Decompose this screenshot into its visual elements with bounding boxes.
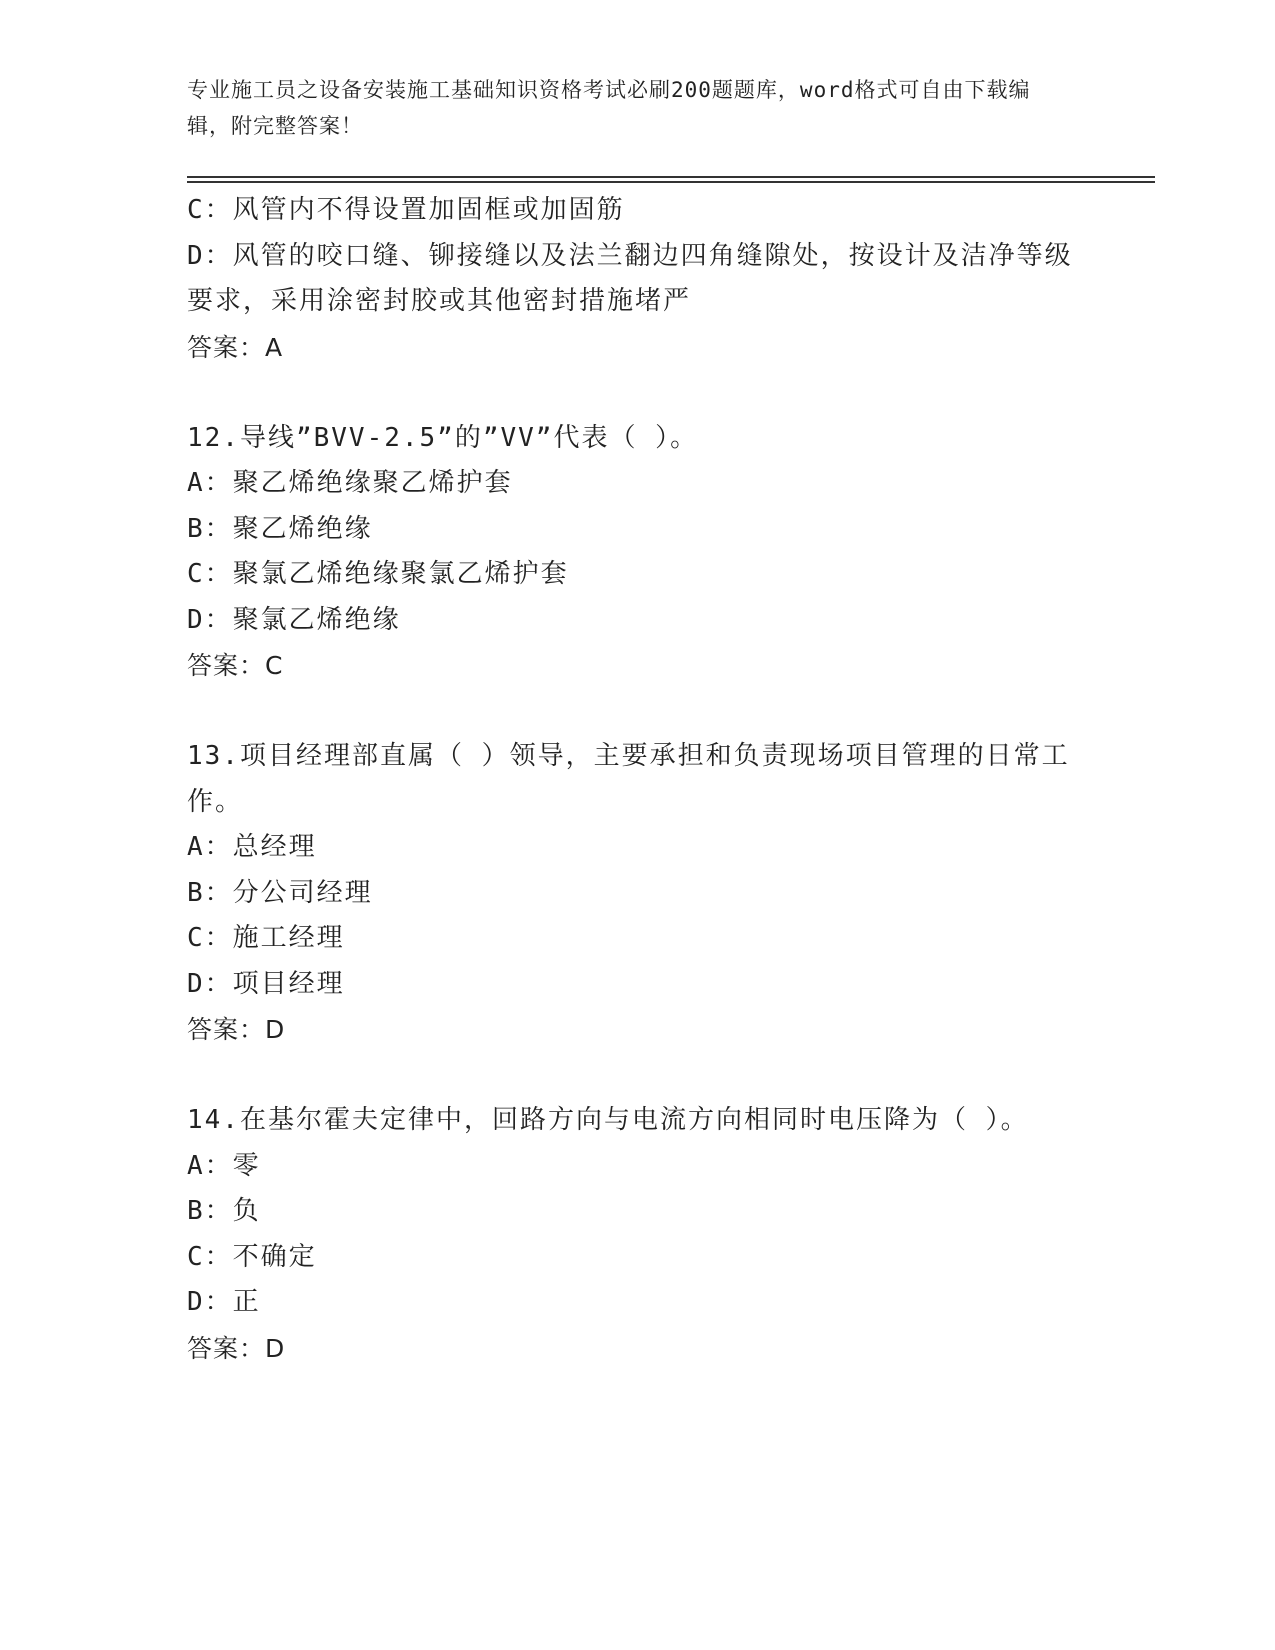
question-list <box>187 188 1087 1371</box>
option-c: C：风管内不得设置加固框或加固筋 <box>187 195 625 225</box>
option-a: A：聚乙烯绝缘聚乙烯护套 <box>187 468 513 498</box>
option-b: B：分公司经理 <box>187 877 373 908</box>
option-d: D：风管的咬口缝、铆接缝以及法兰翻边四角缝隙处，按设计及洁净等级要求，采用涂密封胶或其他密封措施堵严 <box>187 240 1073 316</box>
option-a: A：总经理 <box>187 832 317 862</box>
question-block-14 <box>187 1098 1087 1371</box>
option-d: D：项目经理 <box>187 968 345 999</box>
document-header: 专业施工员之设备安装施工基础知识资格考试必刷200题题库，word格式可自由下载编辑，附完整答案！ <box>187 78 1031 138</box>
question-stem: 14.在基尔霍夫定律中，回路方向与电流方向相同时电压降为（ ）。 <box>187 1105 1029 1135</box>
option-b: B：负 <box>187 1196 261 1226</box>
option-c: C：聚氯乙烯绝缘聚氯乙烯护套 <box>187 559 569 589</box>
question-block-11-continued <box>187 188 1087 370</box>
option-b: B：聚乙烯绝缘 <box>187 513 373 544</box>
answer-line: 答案：D <box>187 1015 286 1044</box>
answer-line: 答案：C <box>187 651 284 680</box>
option-d: D：正 <box>187 1287 261 1317</box>
header-rule-bottom <box>187 181 1155 183</box>
option-c: C：施工经理 <box>187 923 345 953</box>
option-c: C：不确定 <box>187 1241 317 1272</box>
question-block-12 <box>187 416 1087 689</box>
question-stem: 12.导线”BVV-2.5”的”VV”代表（ ）。 <box>187 422 699 453</box>
header-rule-top <box>187 176 1155 178</box>
answer-line: 答案：D <box>187 1333 286 1363</box>
option-d: D：聚氯乙烯绝缘 <box>187 604 401 635</box>
option-a: A：零 <box>187 1150 261 1181</box>
question-stem: 13.项目经理部直属（ ）领导，主要承担和负责现场项目管理的日常工作。 <box>187 741 1070 817</box>
question-block-13 <box>187 734 1087 1053</box>
answer-line: 答案：A <box>187 332 284 362</box>
